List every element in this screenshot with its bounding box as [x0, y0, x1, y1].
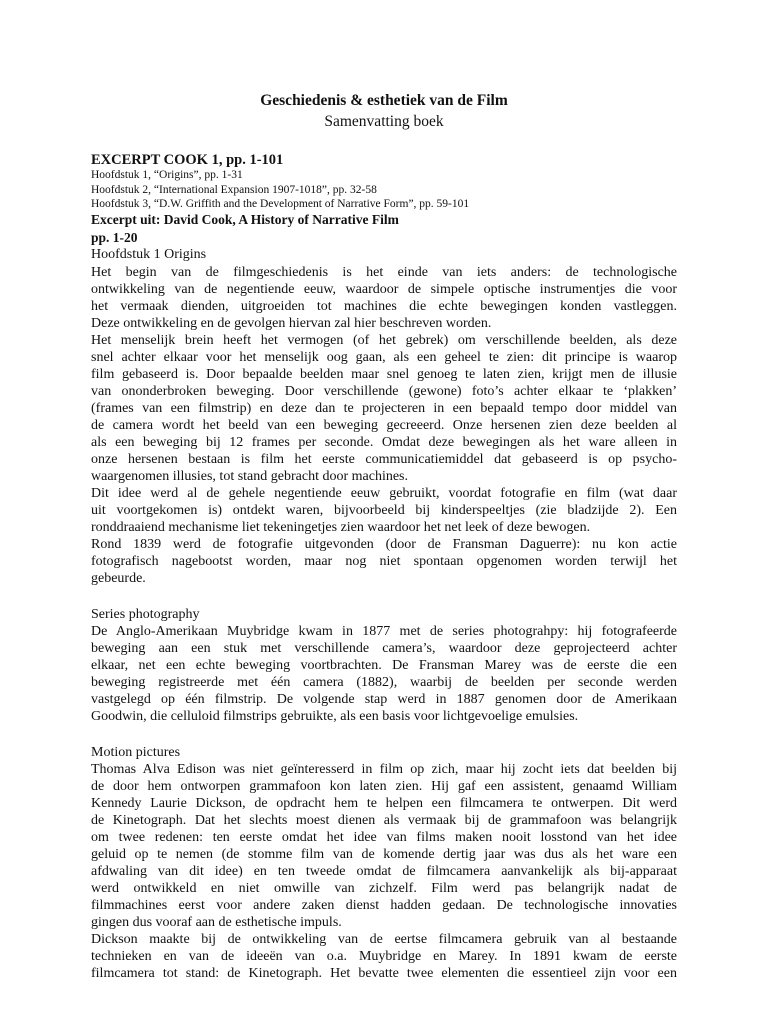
paragraph-line: Dit idee werd al de gehele negentiende eeuw gebruikt, voordat fotografie en film (wat daar	[91, 486, 677, 501]
section-heading: Series photography	[91, 607, 200, 622]
paragraph-line: fotografisch nagebootst worden, maar nog niet spontaan opgenomen worden terwijl het	[91, 554, 677, 569]
paragraph-line: beweging aan een stuk met verschillende camera’s, waardoor deze geprojecteerd achter	[91, 641, 677, 656]
paragraph-line: filmmachines eerst voor andere zaken dienst hadden gedaan. De technologische innovaties	[91, 898, 677, 913]
paragraph-line: Goodwin, die celluloid filmstrips gebruikte, als een basis voor lichtgevoelige emulsies.	[91, 709, 579, 724]
paragraph-line: vastgelegd op één filmstrip. De volgende stap werd in 1887 genomen door de Amerikaan	[91, 692, 677, 707]
paragraph-line: gebeurde.	[91, 571, 146, 586]
paragraph-line: Dickson maakte bij de ontwikkeling van de eertse filmcamera gebruik van al bestaande	[91, 932, 677, 947]
pages-range: pp. 1-20	[91, 230, 138, 245]
paragraph-line: de door hem ontworpen grammafoon kon laten zien. Hij gaf een assistent, genaamd William	[91, 779, 677, 794]
paragraph-line: De Anglo-Amerikaan Muybridge kwam in 1877 met de series photograhpy: hij fotografeerde	[91, 624, 677, 639]
paragraph-line: geluid op te nemen (de stomme film van de komende dertig jaar was dus als het ware een	[91, 847, 677, 862]
section-heading: Motion pictures	[91, 745, 181, 760]
paragraph-line: beweging registreerde met één camera (1882), waarbij de beelden per seconde werden	[91, 675, 677, 690]
excerpt-heading: EXCERPT COOK 1, pp. 1-101	[91, 152, 284, 168]
paragraph-line: de camera wordt het beeld van een beweging gecreeerd. Onze hersenen zien deze beelden al	[91, 418, 677, 433]
paragraph-line: (frames van een filmstrip) en deze dan te projecteren in een bepaald tempo door middel van	[91, 401, 677, 416]
paragraph-line: de Kinetograph. Dat het slechts moest dienen als vermaak bij de grammafoon was belangrijk	[91, 813, 677, 828]
paragraph-line: elkaar, net een echte beweging voortbrachten. De Fransman Marey was de eerste die een	[91, 658, 677, 673]
paragraph-line: gingen dus vooraf aan de esthetische impuls.	[91, 915, 342, 930]
paragraph-line: Het begin van de filmgeschiedenis is het einde van iets anders: de technologische	[91, 265, 677, 280]
toc-entry: Hoofdstuk 2, “International Expansion 1907-1018”, pp. 32-58	[91, 184, 377, 196]
paragraph-line: filmcamera tot stand: de Kinetograph. Het bevatte twee elementen die essentieel zijn voor een	[91, 966, 677, 981]
paragraph-line: ronddraaiend mechanisme liet tekeningetjes zien waardoor het net leek of deze bewogen.	[91, 520, 591, 535]
paragraph-line: het vermaak dienden, uitgroeiden tot machines die echte bewegingen konden vastleggen.	[91, 299, 677, 314]
chapter-heading: Hoofdstuk 1 Origins	[91, 247, 207, 262]
toc-entry: Hoofdstuk 1, “Origins”, pp. 1-31	[91, 169, 243, 181]
paragraph-line: ontwikkeling van de negentiende eeuw, waardoor de simpele optische instrumentjes die voor	[91, 282, 677, 297]
paragraph-line: werd ontwikkeld en niet omwille van zichzelf. Film werd pas belangrijk nadat de	[91, 881, 677, 896]
paragraph-line: van ononderbroken beweging. Door verschillende (gewone) foto’s achter elkaar te ‘plakken’	[91, 384, 677, 399]
paragraph-line: film gebaseerd is. Door bepaalde beelden maar snel genoeg te laten zien, krijgt men de illusie	[91, 367, 677, 382]
paragraph-line: Het menselijk brein heeft het vermogen (of het gebrek) om verschillende beelden, als deze	[91, 333, 677, 348]
paragraph-line: afdwaling van dit idee) en ten tweede omdat de filmcamera aanvankelijk als bij-apparaat	[91, 864, 677, 879]
paragraph-line: om twee redenen: ten eerste omdat het idee van films maken nooit losstond van het idee	[91, 830, 677, 845]
paragraph-line: Deze ontwikkeling en de gevolgen hiervan zal hier beschreven worden.	[91, 316, 492, 331]
excerpt-source: Excerpt uit: David Cook, A History of Narrative Film	[91, 212, 399, 227]
paragraph-line: waargenomen illusies, tot stand gebracht door machines.	[91, 469, 408, 484]
paragraph-line: als een beweging bij 12 frames per seconde. Omdat deze bewegingen als het ware alleen in	[91, 435, 677, 450]
paragraph-line: onze hersenen bestaan is film het eerste communicatiemiddel dat gebaseerd is op psycho-	[91, 452, 677, 467]
toc-entry: Hoofdstuk 3, “D.W. Griffith and the Development of Narrative Form”, pp. 59-101	[91, 198, 470, 210]
paragraph-line: uit voortgekomen is) ontdekt waren, bijvoorbeeld bij kinderspeeltjes (zie bladzijde 2). Een	[91, 503, 677, 518]
paragraph-line: Thomas Alva Edison was niet geïnteresserd in film op zich, maar hij zocht iets dat beelden bij	[91, 762, 677, 777]
paragraph-line: technieken en van de ideeën van o.a. Muybridge en Marey. In 1891 kwam de eerste	[91, 949, 677, 964]
paragraph-line: snel achter elkaar voor het menselijk oog gaan, als een geheel te zien: dit principe is waarop	[91, 350, 677, 365]
document-subtitle: Samenvatting boek	[324, 113, 444, 130]
paragraph-line: Kennedy Laurie Dickson, de opdracht hem te helpen een filmcamera te ontwerpen. Dit werd	[91, 796, 677, 811]
document-title: Geschiedenis & esthetiek van de Film	[260, 92, 508, 109]
paragraph-line: Rond 1839 werd de fotografie uitgevonden (door de Fransman Daguerre): nu kon actie	[91, 537, 677, 552]
